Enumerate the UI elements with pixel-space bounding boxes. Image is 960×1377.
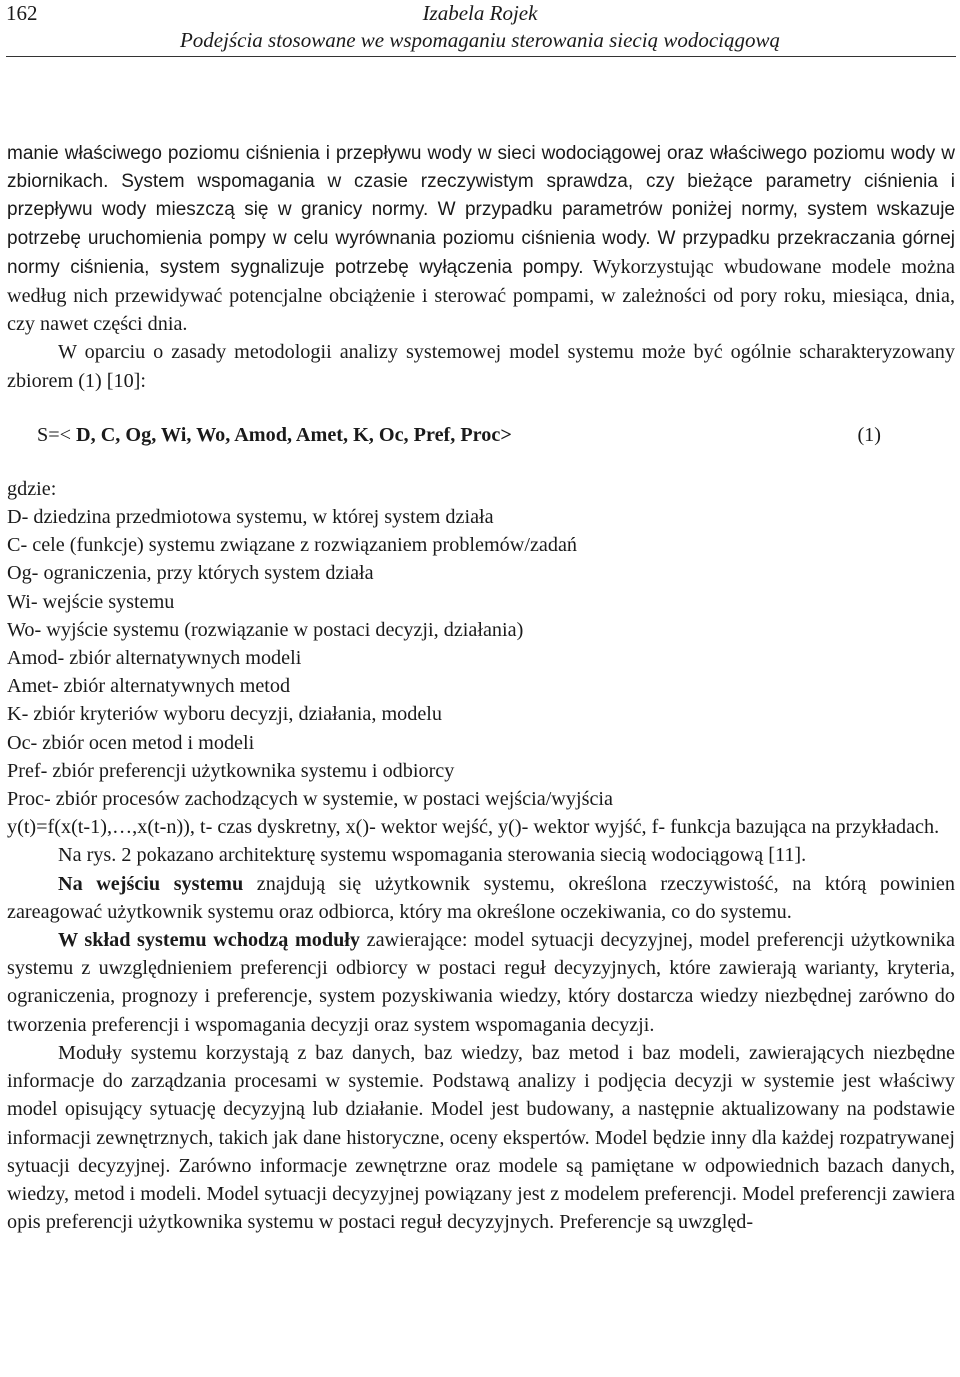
paragraph-methodology: W oparciu o zasady metodologii analizy systemowej model systemu może być ogólnie scharakteryzowany zbiorem (1) [10]: — [7, 341, 955, 392]
definition-item: Pref- zbiór preferencji użytkownika systemu i odbiorcy — [7, 759, 455, 782]
modules-heading: W skład systemu wchodzą moduły — [58, 929, 361, 952]
definition-item: Og- ograniczenia, przy których system działa — [7, 562, 374, 585]
definition-item: K- zbiór kryteriów wyboru decyzji, działania, modelu — [7, 703, 443, 726]
definition-item: Wo- wyjście systemu (rozwiązanie w postaci decyzji, działania) — [7, 618, 524, 641]
author-name: Izabela Rojek — [422, 1, 538, 25]
paragraph-function: y(t)=f(x(t-1),…,x(t-n)), t- czas dyskretny, x()- wektor wejść, y()- wektor wyjść, f- funkcja bazująca na przykładach. — [7, 816, 940, 839]
page-body — [7, 140, 955, 1236]
page-header — [0, 0, 960, 62]
definition-item: Oc- zbiór ocen metod i modeli — [7, 731, 255, 754]
formula — [37, 421, 512, 449]
definition-item: Amet- zbiór alternatywnych metod — [7, 675, 291, 698]
definition-item: Proc- zbiór procesów zachodzących w systemie, w postaci wejścia/wyjścia — [7, 788, 613, 811]
equation-1 — [7, 421, 955, 449]
equation-number: (1) — [857, 423, 881, 446]
page-number: 162 — [6, 1, 38, 25]
paragraph-intro — [7, 140, 955, 338]
definition-item: D- dziedzina przedmiotowa systemu, w której system działa — [7, 506, 494, 529]
modules-text: zawierające: model sytuacji decyzyjnej, model preferencji użytkownika systemu z uwzględnieniem preferencji odbiorcy w postaci reguł decyzyjnych, które zawierają warianty, kryteria, ograniczenia, prognozy i preferencje, system pozyskiwania wiedzy, który dostarcza wiedzy niezbędnej zarówno do tworzenia preferencji i wspomagania decyzji oraz system wspomagania decyzji. — [7, 929, 956, 1036]
system-input-text: znajdują się użytkownik systemu, określona rzeczywistość, na którą powinien zareagować użytkownik systemu oraz odbiorca, który ma określone oczekiwania, co do systemu. — [7, 872, 955, 923]
header-rule — [6, 56, 956, 57]
intro-sans-text: manie właściwego poziomu ciśnienia i przepływu wody w sieci wodociągowej oraz właściwego poziomu wody w zbiornikach. System wspomagania w czasie rzeczywistym sprawdza, czy bieżące parametry ciśnienia i przepływu wody mieszczą się w granicy normy. W przypadku parametrów poniżej normy, system wskazuje potrzebę uruchomienia pompy w celu wyrównania poziomu ciśnienia wody. W przypadku przekraczania górnej normy ciśnienia, system sygnalizuje potrzebę wyłączenia pompy. — [7, 143, 955, 278]
definition-item: C- cele (funkcje) systemu związane z rozwiązaniem problemów/zadań — [7, 534, 578, 557]
where-label: gdzie: — [7, 477, 57, 500]
system-input-heading: Na wejściu systemu — [58, 872, 244, 895]
intro-serif-text: Wykorzystując wbudowane modele można według nich przewidywać potencjalne obciążenie i sterować pompami, w zależności od pory roku, miesiąca, dnia, czy nawet części dnia. — [7, 255, 955, 336]
definition-item: Amod- zbiór alternatywnych modeli — [7, 647, 302, 670]
paragraph-figure-ref: Na rys. 2 pokazano architekturę systemu wspomagania sterowania siecią wodociągową [11]. — [58, 844, 807, 867]
paragraph-system-input — [7, 870, 955, 926]
formula-body: D, C, Og, Wi, Wo, Amod, Amet, K, Oc, Pref, Proc> — [76, 423, 512, 446]
running-title: Podejścia stosowane we wspomaganiu sterowania siecią wodociągową — [179, 28, 781, 52]
formula-lead: S=< — [37, 423, 77, 446]
definition-item: Wi- wejście systemu — [7, 590, 175, 613]
paragraph-databases: Moduły systemu korzystają z baz danych, baz wiedzy, baz metod i baz modeli, zawierających niezbędne informacje do zarządzania procesami w systemie. Podstawą analizy i podjęcia decyzji w systemie jest właściwy model opisujący sytuację decyzyjną lub działanie. Model jest budowany, a następnie aktualizowany na podstawie informacji zewnętrznych, takich jak dane historyczne, oceny ekspertów. Model będzie inny dla każdej rozpatrywanej sytuacji decyzyjnej. Zarówno informacje zewnętrzne oraz modele są pamiętane w odpowiednich bazach danych, wiedzy, metod i modeli. Model sytuacji decyzyjnej powiązany jest z modelem preferencji. Model preferencji zawiera opis preferencji użytkownika systemu w postaci reguł decyzyjnych. Preferencje są uwzględ- — [7, 1041, 955, 1234]
paragraph-modules — [7, 926, 955, 1039]
